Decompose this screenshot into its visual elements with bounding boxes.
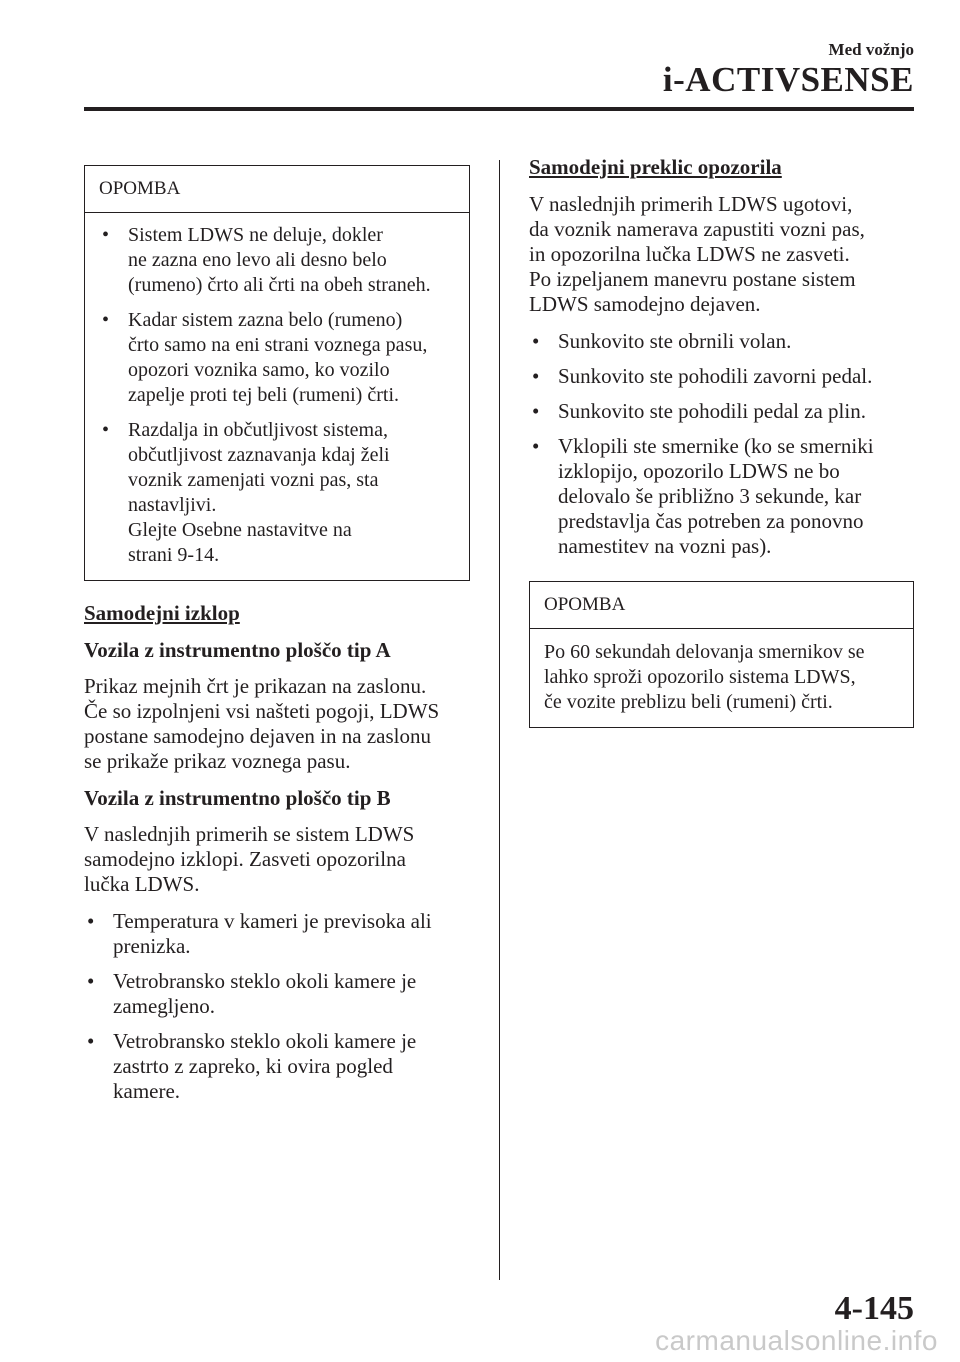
paragraph-panel-b bbox=[84, 822, 470, 897]
text-line: Prikaz mejnih črt je prikazan na zaslonu. bbox=[84, 674, 427, 698]
list-item bbox=[84, 909, 470, 959]
text-line: Vklopili ste smernike (ko se smerniki bbox=[558, 434, 874, 458]
page-number: 4-145 bbox=[834, 1290, 914, 1327]
text-line: da voznik namerava zapustiti vozni pas, bbox=[529, 217, 865, 241]
header-rule bbox=[84, 107, 914, 111]
text-line: Razdalja in občutljivost sistema, bbox=[128, 419, 388, 441]
text-line: Če so izpolnjeni vsi našteti pogoji, LDWS bbox=[84, 699, 440, 723]
page-title: i-ACTIVSENSE bbox=[662, 60, 914, 99]
text-line: strani 9-14. bbox=[128, 544, 220, 566]
text-line: V naslednjih primerih se sistem LDWS bbox=[84, 822, 415, 846]
text-line: samodejno izklopi. Zasveti opozorilna bbox=[84, 847, 406, 871]
text-line: postane samodejno dejaven in na zaslonu bbox=[84, 724, 431, 748]
text-line: občutljivost zaznavanja kdaj želi bbox=[128, 444, 390, 466]
text-line: (rumeno) črto ali črti na obeh straneh. bbox=[128, 274, 431, 296]
text-line: Vetrobransko steklo okoli kamere je bbox=[113, 1029, 417, 1053]
text-line: voznik zamenjati vozni pas, sta bbox=[128, 469, 379, 491]
left-column bbox=[84, 165, 470, 1104]
list-item bbox=[529, 434, 914, 559]
text-line: Sunkovito ste obrnili volan. bbox=[558, 329, 792, 353]
panel-b-bullet-list bbox=[84, 909, 470, 1104]
text-line: kamere. bbox=[113, 1079, 181, 1103]
text-line: namestitev na vozni pas). bbox=[558, 534, 772, 558]
bullet-icon: • bbox=[87, 969, 95, 993]
text-line: LDWS samodejno dejaven. bbox=[529, 292, 761, 316]
paragraph-panel-a bbox=[84, 674, 470, 774]
text-line: prenizka. bbox=[113, 934, 191, 958]
bullet-icon: • bbox=[102, 224, 110, 246]
text-line: Glejte Osebne nastavitve na bbox=[128, 519, 352, 541]
text-line: se prikaže prikaz voznega pasu. bbox=[84, 749, 351, 773]
bullet-icon: • bbox=[102, 309, 110, 331]
note-body bbox=[85, 213, 469, 580]
section-title-auto-cancel: Samodejni preklic opozorila bbox=[529, 155, 782, 179]
text-line: lahko sproži opozorilo sistema LDWS, bbox=[544, 666, 856, 688]
bullet-icon: • bbox=[532, 364, 540, 388]
text-line: Po izpeljanem manevru postane sistem bbox=[529, 267, 856, 291]
note-box-turn-signal bbox=[529, 581, 914, 728]
header-section: Med vožnjo bbox=[828, 40, 914, 59]
text-line: ne zazna eno levo ali desno belo bbox=[128, 249, 387, 271]
text-line: če vozite preblizu beli (rumeni) črti. bbox=[544, 691, 833, 713]
text-line: nastavljivi. bbox=[128, 494, 217, 516]
text-line: predstavlja čas potreben za ponovno bbox=[558, 509, 864, 533]
list-item bbox=[529, 399, 914, 424]
list-item bbox=[529, 364, 914, 389]
text-line: Kadar sistem zazna belo (rumeno) bbox=[128, 309, 403, 331]
bullet-icon: • bbox=[87, 1029, 95, 1053]
note-box-ldws bbox=[84, 165, 470, 581]
list-item bbox=[99, 223, 459, 298]
paragraph-auto-cancel bbox=[529, 192, 914, 317]
auto-cancel-bullet-list bbox=[529, 329, 914, 559]
note-body bbox=[530, 629, 913, 727]
list-item bbox=[529, 329, 914, 354]
text-line: zastrto z zapreko, ki ovira pogled bbox=[113, 1054, 393, 1078]
text-line: izklopijo, opozorilo LDWS ne bo bbox=[558, 459, 840, 483]
text-line: Vetrobransko steklo okoli kamere je bbox=[113, 969, 417, 993]
watermark-text: carmanualsonline.info bbox=[655, 1325, 938, 1356]
list-item bbox=[84, 1029, 470, 1104]
right-column bbox=[529, 155, 914, 728]
text-line: V naslednjih primerih LDWS ugotovi, bbox=[529, 192, 853, 216]
list-item bbox=[99, 308, 459, 408]
bullet-icon: • bbox=[102, 419, 110, 441]
bullet-icon: • bbox=[532, 329, 540, 353]
text-line: zapelje proti tej beli (rumeni) črti. bbox=[128, 384, 399, 406]
text-line: in opozorilna lučka LDWS ne zasveti. bbox=[529, 242, 850, 266]
column-divider bbox=[499, 160, 500, 1280]
text-line: Po 60 sekundah delovanja smernikov se bbox=[544, 641, 865, 663]
subtitle-panel-b: Vozila z instrumentno ploščo tip B bbox=[84, 786, 391, 810]
text-line: črto samo na eni strani voznega pasu, bbox=[128, 334, 428, 356]
bullet-icon: • bbox=[532, 434, 540, 458]
bullet-icon: • bbox=[532, 399, 540, 423]
text-line: Temperatura v kameri je previsoka ali bbox=[113, 909, 432, 933]
note-label: OPOMBA bbox=[530, 582, 913, 629]
note-label: OPOMBA bbox=[85, 166, 469, 213]
note-bullet-list bbox=[99, 223, 459, 568]
bullet-icon: • bbox=[87, 909, 95, 933]
list-item bbox=[99, 418, 459, 568]
text-line: zamegljeno. bbox=[113, 994, 216, 1018]
text-line: delovalo še približno 3 sekunde, kar bbox=[558, 484, 862, 508]
list-item bbox=[84, 969, 470, 1019]
text-line: Sistem LDWS ne deluje, dokler bbox=[128, 224, 383, 246]
text-line: Sunkovito ste pohodili pedal za plin. bbox=[558, 399, 866, 423]
text-line: opozori voznika samo, ko vozilo bbox=[128, 359, 390, 381]
section-title-auto-off: Samodejni izklop bbox=[84, 601, 240, 625]
text-line: lučka LDWS. bbox=[84, 872, 200, 896]
subtitle-panel-a: Vozila z instrumentno ploščo tip A bbox=[84, 638, 391, 662]
text-line: Sunkovito ste pohodili zavorni pedal. bbox=[558, 364, 873, 388]
